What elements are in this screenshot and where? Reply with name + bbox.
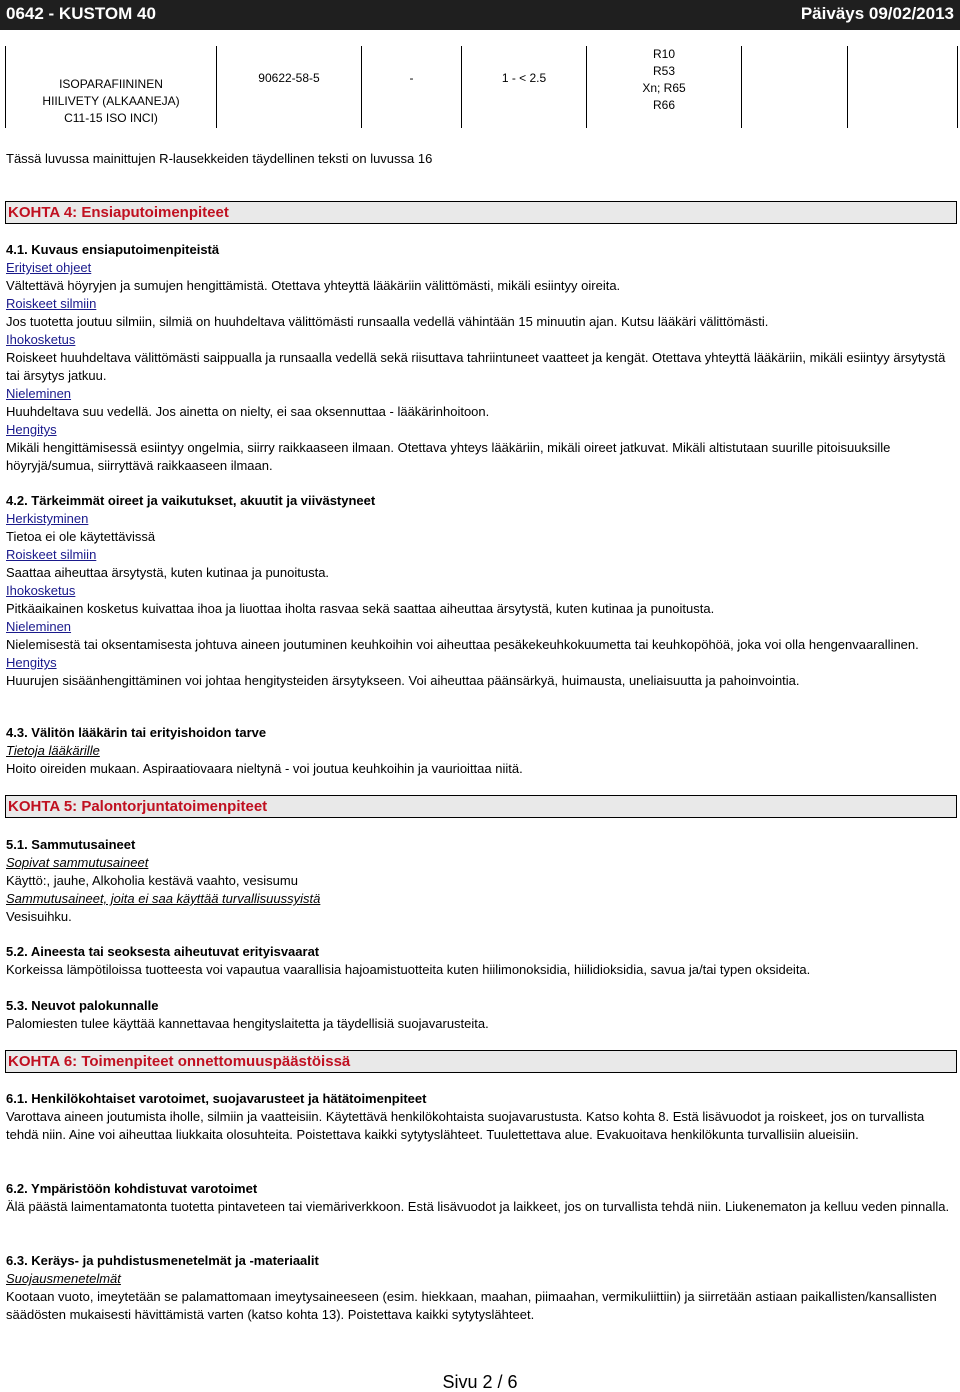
section-4-title: KOHTA 4: Ensiaputoimenpiteet: [8, 204, 229, 221]
paragraph: Pitkäaikainen kosketus kuivattaa ihoa ja liuottaa iholta rasvaa sekä saattaa aiheuttaa ärsytystä, kuten kutinaa ja punoitusta.: [6, 601, 715, 616]
paragraph: Vältettävä höyryjen ja sumujen hengittämistä. Otettava yhteyttä lääkäriin välittömästi, mikäli esiintyy oireita.: [6, 278, 621, 293]
paragraph: Roiskeet huuhdeltava välittömästi saippualla ja runsaalla vedellä sekä riisuttava tahriintuneet vaatteet ja kengät. Otettava yhteyttä lääkäriin, mikäli esiintyy ärsytystä tai ärsytys jatkuu.: [6, 350, 946, 383]
paragraph: Korkeissa lämpötiloissa tuotteesta voi vapautua vaarallisia hajoamistuotteita kuten hiilimonoksidia, hiilidioksidia, savua ja/tai typen oksideita.: [6, 962, 811, 977]
substance-name-line: ISOPARAFIININEN: [59, 77, 163, 91]
page-number: Sivu 2 / 6: [442, 1372, 518, 1392]
ec-cell: [362, 46, 462, 128]
subsection-label: Sammutusaineet, joita ei saa käyttää turvallisuussyistä: [6, 891, 321, 906]
subsection-label: Tietoja lääkärille: [6, 743, 100, 758]
empty-cell: [742, 46, 848, 128]
section-6-title: KOHTA 6: Toimenpiteet onnettomuuspäästöissä: [8, 1053, 351, 1070]
section-6-header: [5, 1050, 957, 1073]
section-5-1-body: [6, 836, 954, 926]
section-4-3-body: [6, 724, 954, 778]
subsection-heading: 6.3. Keräys- ja puhdistusmenetelmät ja -materiaalit: [6, 1253, 319, 1268]
paragraph: Varottava aineen joutumista iholle, silmiin ja vaatteisiin. Käytettävä henkilökohtaista suojavarustusta. Katso kohta 8. Estä lisävuodot ja roiskeet, jos on turvallista tehdä niin. Aine voi aiheuttaa liukkaita olosuhteita. Poistettava kaikki sytytyslähteet. Tuulettettava alue. Evakuoitava henkilökunta turvallisiin alueisiin.: [6, 1109, 925, 1142]
section-4-2-body: [6, 492, 954, 690]
section-6-2-body: [6, 1180, 954, 1216]
substance-name-cell: [6, 46, 217, 128]
section-6-3-body: [6, 1252, 954, 1324]
subsection-label: Roiskeet silmiin: [6, 296, 97, 311]
paragraph: Jos tuotetta joutuu silmiin, silmiä on huuhdeltava välittömästi runsaalla vedellä vähintään 15 minuutin ajan. Kutsu lääkäri välittömästi.: [6, 314, 769, 329]
paragraph: Mikäli hengittämisessä esiintyy ongelmia, siirry raikkaaseen ilmaan. Otettava yhteys lääkäriin, mikäli oireet jatkuvat. Mikäli altistutaan suurille pitoisuuksille höyryjä/sumua, siirryttävä raikkaaseen ilmaan.: [6, 440, 891, 473]
document-date: Päiväys 09/02/2013: [800, 4, 954, 23]
section-4-header: [5, 201, 957, 224]
composition-table: [5, 46, 958, 128]
substance-name-line: C11-15 ISO INCI): [64, 111, 158, 125]
subsection-heading: 6.2. Ympäristöön kohdistuvat varotoimet: [6, 1181, 258, 1196]
paragraph: Saattaa aiheuttaa ärsytystä, kuten kutinaa ja punoitusta.: [6, 565, 330, 580]
paragraph: Nielemisestä tai oksentamisesta johtuva aineen joutuminen keuhkoihin voi aiheuttaa pesäkekeuhkokuumetta tai keuhkopöhöä, joka voi olla hengenvaarallinen.: [6, 637, 919, 652]
subsection-heading: 6.1. Henkilökohtaiset varotoimet, suojavarusteet ja hätätoimenpiteet: [6, 1091, 427, 1106]
section-5-3-body: [6, 997, 954, 1033]
subsection-label: Ihokosketus: [6, 583, 76, 598]
product-title: 0642 - KUSTOM 40: [6, 4, 156, 23]
subsection-heading: 4.2. Tärkeimmät oireet ja vaikutukset, akuutit ja viivästyneet: [6, 493, 376, 508]
subsection-heading: 4.1. Kuvaus ensiaputoimenpiteistä: [6, 242, 220, 257]
paragraph: Huuhdeltava suu vedellä. Jos ainetta on nielty, ei saa oksennuttaa - lääkärinhoitoon.: [6, 404, 490, 419]
subsection-label: Hengitys: [6, 422, 57, 437]
subsection-label: Suojausmenetelmät: [6, 1271, 121, 1286]
r-phrase: R10: [652, 47, 675, 61]
concentration-cell: [462, 46, 587, 128]
section-6-1-body: [6, 1090, 954, 1144]
subsection-label: Herkistyminen: [6, 511, 89, 526]
r-phrase-note: Tässä luvussa mainittujen R-lausekkeiden täydellinen teksti on luvussa 16: [6, 151, 433, 166]
ec-number: -: [409, 70, 414, 85]
paragraph: Kootaan vuoto, imeytetään se palamattomaan imeytysaineeseen (esim. hiekkaan, maahan, piimaahan, vermikuliittiin) ja siirretään astiaan paikallisten/kansallisten säädösten mukaisesti hävittämistä varten (katso kohta 13). Poistettava kaikki sytytyslähteet.: [6, 1289, 937, 1322]
document-header-bar: [0, 0, 960, 30]
paragraph: Tietoa ei ole käytettävissä: [6, 529, 156, 544]
r-phrase: R66: [652, 98, 675, 112]
concentration: 1 - < 2.5: [501, 70, 547, 85]
paragraph: Vesisuihku.: [6, 909, 72, 924]
section-4-body: [6, 241, 954, 475]
table-row: [6, 46, 958, 128]
substance-name-line: HIILIVETY (ALKAANEJA): [42, 94, 180, 108]
paragraph: Käyttö:, jauhe, Alkoholia kestävä vaahto, vesisumu: [6, 873, 298, 888]
subsection-heading: 5.2. Aineesta tai seoksesta aiheutuvat erityisvaarat: [6, 944, 320, 959]
section-5-title: KOHTA 5: Palontorjuntatoimenpiteet: [8, 798, 268, 815]
classification-cell: [587, 46, 742, 128]
subsection-heading: 5.1. Sammutusaineet: [6, 837, 136, 852]
subsection-label: Nieleminen: [6, 619, 72, 634]
subsection-label: Erityiset ohjeet: [6, 260, 92, 275]
subsection-label: Roiskeet silmiin: [6, 547, 97, 562]
cas-cell: [217, 46, 362, 128]
classification: Xn; R65: [642, 81, 686, 95]
paragraph: Hoito oireiden mukaan. Aspiraatiovaara nieltynä - voi joutua keuhkoihin ja vaurioittaa niitä.: [6, 761, 523, 776]
cas-number: 90622-58-5: [258, 70, 320, 85]
subsection-label: Nieleminen: [6, 386, 72, 401]
r-phrase: R53: [652, 64, 675, 78]
subsection-label: Sopivat sammutusaineet: [6, 855, 149, 870]
subsection-heading: 5.3. Neuvot palokunnalle: [6, 998, 159, 1013]
paragraph: Palomiesten tulee käyttää kannettavaa hengityslaitetta ja täydellisiä suojavarusteita.: [6, 1016, 489, 1031]
paragraph: Huurujen sisäänhengittäminen voi johtaa hengitysteiden ärsytykseen. Voi aiheuttaa päänsärkyä, huimausta, uneliaisuutta ja pahoinvointia.: [6, 673, 800, 688]
paragraph: Älä päästä laimentamatonta tuotetta pintaveteen tai viemäriverkkoon. Estä lisävuodot ja laikkeet, jos on turvallista tehdä niin. Liukenematon ja kelluu veden pinnalla.: [6, 1199, 950, 1214]
section-5-2-body: [6, 943, 954, 979]
subsection-label: Ihokosketus: [6, 332, 76, 347]
empty-cell: [848, 46, 958, 128]
subsection-label: Hengitys: [6, 655, 57, 670]
subsection-heading: 4.3. Välitön lääkärin tai erityishoidon tarve: [6, 725, 267, 740]
section-5-header: [5, 795, 957, 818]
